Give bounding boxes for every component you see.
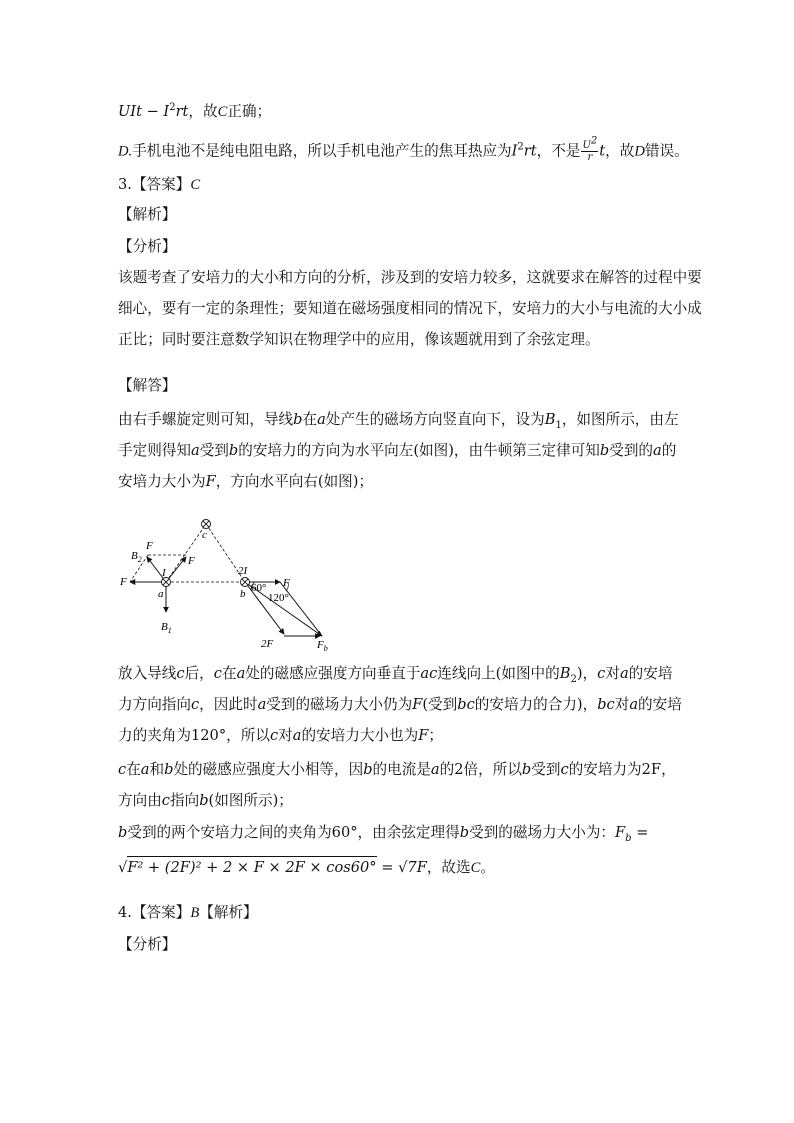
math-i: I (511, 142, 518, 160)
q3-jiexi: 【解析】 (118, 206, 177, 223)
solution-line-2: 手定则得知a受到b的安培力的方向为水平向左(如图)，由牛顿第三定律可知b受到的a的 (118, 442, 677, 459)
text: ，不是 (536, 142, 581, 160)
analysis-line-1: 该题考查了安培力的大小和方向的分析，涉及到的安培力较多，这就要求在解答的过程中要 (118, 269, 702, 286)
q3-fenxi: 【分析】 (118, 238, 177, 255)
label-fb: $F_b$ (317, 639, 328, 652)
wire-c-into-page-icon (202, 520, 211, 529)
label-b2: $B_2$ (131, 550, 142, 564)
label-angle-60: 60° (251, 582, 267, 594)
para-line-4: c在a和b处的磁感应强度大小相等，因b的电流是a的2倍，所以b受到c的安培力为2F， (118, 761, 676, 778)
text: ，故 (188, 103, 218, 120)
q4-fenxi: 【分析】 (118, 936, 177, 953)
label-b1: $B_1$ (161, 621, 172, 635)
label-i: I (162, 567, 166, 579)
line-d: D.手机电池不是纯电阻电路，所以手机电池产生的焦耳热应为$I^2rt$，不是 $\frac{U^2}{r}$ t，故D错误。 (118, 135, 689, 163)
question-number: 3. (118, 176, 132, 193)
solution-line-3: 安培力大小为F，方向水平向右(如图)； (118, 473, 374, 490)
math-uit: UIt − I (118, 103, 170, 120)
para-line-2: 力方向指向c，因此时a受到的磁场力大小仍为F(受到bc的安培力的合力)，bc对a的安培 (118, 696, 682, 713)
option-d-label: D. (118, 143, 133, 160)
option-letter: C (217, 104, 228, 120)
option-letter: D (634, 143, 645, 160)
label-f-diag: F (188, 555, 195, 567)
para-line-1: 放入导线c后，c在a处的磁感应强度方向垂直于ac连线向上(如图中的$B_2$)，c对a的安培 (118, 665, 673, 685)
sqrt-expression: F² + (2F)² + 2 × F × 2F × cos60° (127, 856, 376, 878)
math-rt: rt (175, 103, 189, 120)
answer-value: C (190, 177, 201, 193)
text: 手机电池不是纯电阻电路，所以手机电池产生的焦耳热应为 (132, 142, 512, 160)
label-f-left: F (120, 576, 127, 588)
analysis-line-3: 正比；同时要注意数学知识在物理学中的应用，像该题就用到了余弦定理。 (118, 331, 600, 348)
label-f-top: F (146, 540, 153, 552)
solution-line-1: 由右手螺旋定则可知，导线b在a处产生的磁场方向竖直向下，设为$B_1$，如图所示，由左 (118, 411, 679, 431)
label-a: a (158, 588, 164, 600)
math-fraction: $\frac{U^2}{r}$ (582, 135, 598, 163)
force-diagram (118, 512, 358, 652)
answer-label: 【答案】 (131, 176, 191, 193)
label-f-right: F (283, 577, 290, 589)
label-b: b (240, 588, 246, 600)
wire-b-into-page-icon (241, 578, 250, 587)
text: 错误。 (644, 142, 689, 160)
label-c: c (202, 529, 207, 541)
label-2f: 2F (261, 638, 274, 650)
q4-answer: 4.【答案】B【解析】 (118, 904, 258, 921)
q3-answer (118, 175, 200, 195)
label-2i: 2I (238, 565, 248, 577)
dashed-line-ac (166, 524, 206, 582)
label-angle-120: 120° (268, 592, 289, 604)
jieda-heading: 【解答】 (118, 377, 177, 394)
formula-line: √F² + (2F)² + 2 × F × 2F × cos60° = √7F，故选C。 (118, 856, 495, 878)
text: ，故 (605, 142, 635, 160)
text: 正确； (227, 103, 272, 120)
para-line-6: b受到的两个安培力之间的夹角为60°，由余弦定理得b受到的磁场力大小为：$F_b$ = (118, 824, 649, 844)
para-line-3: 力的夹角为120°，所以c对a的安培力大小也为F； (118, 727, 443, 744)
para-line-5: 方向由c指向b(如图所示)； (118, 792, 293, 809)
math-rt: rt (523, 142, 537, 160)
analysis-line-2: 细心，要有一定的条理性；要知道在磁场强度相同的情况下，安培力的大小与电流的大小成 (118, 300, 702, 317)
math-t: t (599, 142, 606, 160)
line-uit: UIt − $I^2rt$，故C正确； (118, 102, 272, 120)
